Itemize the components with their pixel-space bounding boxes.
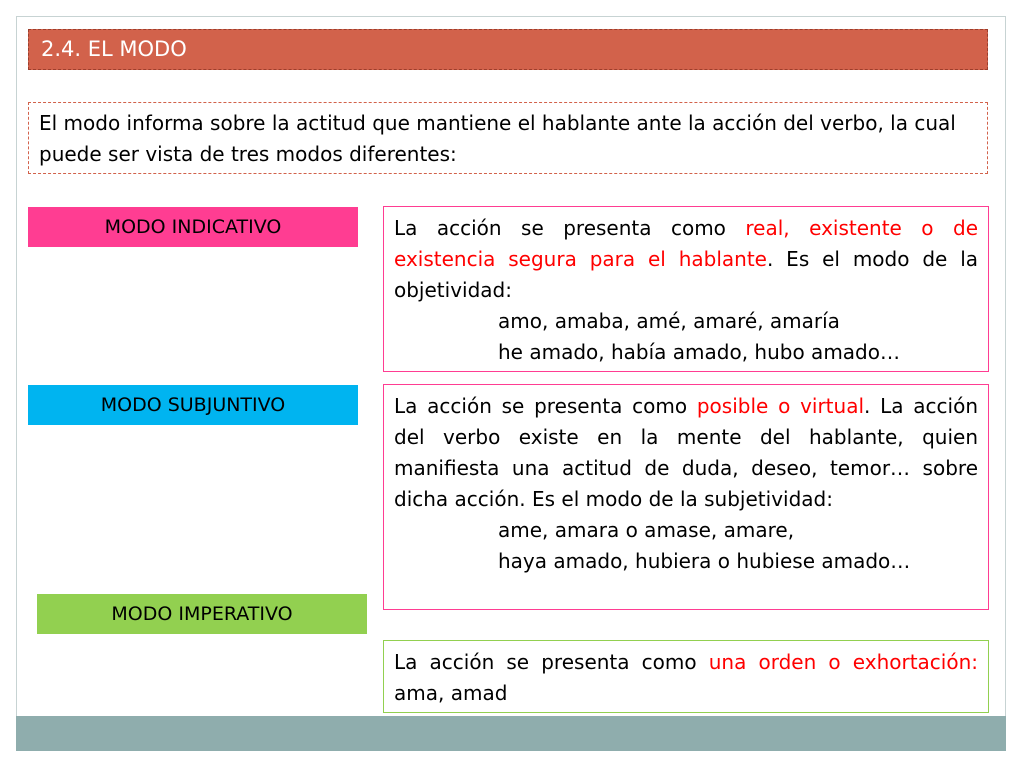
mode-label-imperativo: MODO IMPERATIVO (37, 594, 367, 634)
intro-text: El modo informa sobre la actitud que mantiene el hablante ante la acción del verbo, la cual puede ser vista de tres modos diferentes: (28, 102, 988, 174)
footer-bar (16, 716, 1006, 751)
mode-label-subjuntivo: MODO SUBJUNTIVO (28, 385, 358, 425)
conjugation-example: amo, amaba, amé, amaré, amaría (498, 309, 840, 333)
mode-label-indicativo: MODO INDICATIVO (28, 207, 358, 247)
conjugation-example: haya amado, hubiera o hubiese amado… (498, 549, 911, 573)
description-text: . Es el modo de la objetividad: (394, 247, 979, 302)
description-highlight: real, existente o de existencia segura para el hablante (394, 216, 979, 271)
mode-description-indicativo (383, 206, 989, 372)
conjugation-example: ame, amara o amase, amare, (498, 518, 795, 542)
description-text: La acción se presenta como (394, 650, 709, 674)
mode-description-subjuntivo (383, 384, 989, 610)
mode-description-imperativo (383, 640, 989, 713)
conjugation-example: he amado, había amado, hubo amado… (498, 340, 900, 364)
description-text: ama, amad (394, 681, 508, 705)
description-highlight: posible o virtual (696, 394, 865, 418)
description-highlight: una orden o exhortación: (708, 650, 978, 674)
description-text: La acción se presenta como (394, 394, 697, 418)
description-text: La acción se presenta como (394, 216, 746, 240)
description-text: . La acción del verbo existe en la mente del hablante, quien manifiesta una actitud de duda, deseo, temor… sobre dicha acción. Es el modo de la subjetividad: (394, 394, 979, 511)
slide-title: 2.4. EL MODO (28, 29, 988, 70)
